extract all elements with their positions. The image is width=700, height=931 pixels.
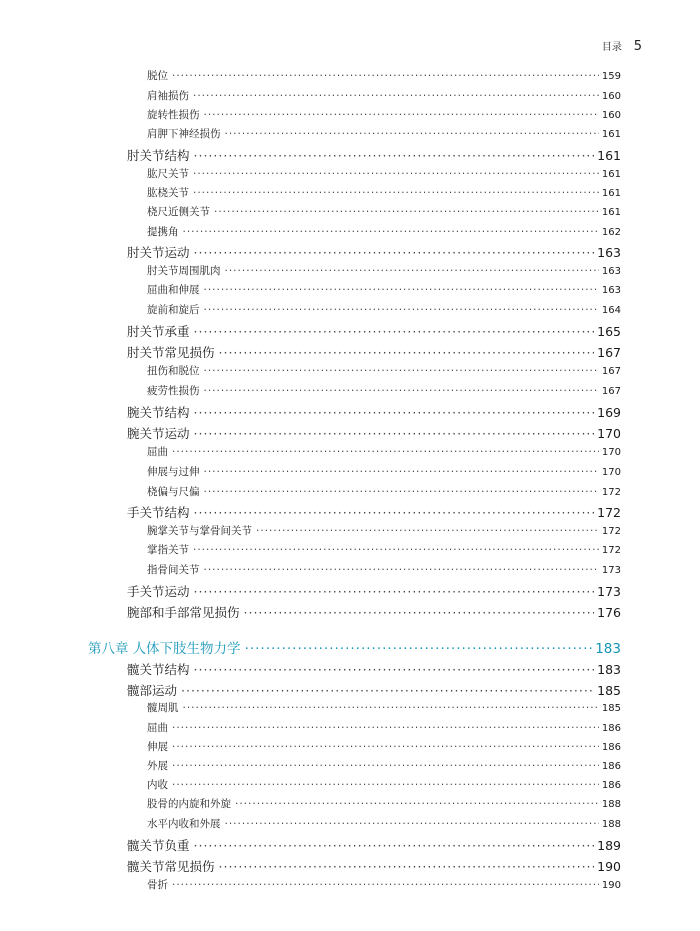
toc-entry[interactable] [147, 282, 621, 297]
dot-leader [193, 187, 599, 199]
toc-entry-page: 159 [601, 71, 621, 82]
dot-leader [225, 818, 599, 830]
dot-leader [172, 741, 599, 753]
dot-leader [172, 446, 599, 458]
dot-leader [193, 90, 599, 102]
toc-entry-page: 160 [601, 110, 621, 121]
toc-entry-title: 肱尺关节 [147, 168, 189, 180]
dot-leader [204, 466, 599, 478]
toc-entry-page: 170 [601, 447, 621, 458]
header-page-number: 5 [633, 39, 642, 54]
dot-leader [172, 760, 599, 772]
toc-entry[interactable] [127, 243, 621, 261]
toc-entry[interactable] [127, 343, 621, 361]
toc-entry-page: 167 [597, 345, 621, 360]
toc-entry[interactable] [127, 403, 621, 421]
dot-leader [183, 226, 599, 238]
running-header [602, 38, 642, 54]
toc-entry-page: 169 [597, 405, 621, 420]
toc-entry-title: 髋关节结构 [127, 662, 190, 677]
dot-leader [172, 779, 599, 791]
toc-entry-title: 扭伤和脱位 [147, 365, 200, 377]
dot-leader [172, 70, 599, 82]
toc-entry[interactable] [127, 681, 621, 699]
dot-leader [225, 128, 599, 140]
toc-entry-page: 176 [597, 605, 621, 620]
dot-leader [194, 148, 595, 163]
toc-entry[interactable] [147, 796, 621, 811]
toc-entry[interactable] [127, 503, 621, 521]
toc-entry-page: 185 [597, 683, 621, 698]
dot-leader [181, 683, 594, 698]
toc-entry-page: 188 [601, 819, 621, 830]
toc-entry-title: 桡尺近侧关节 [147, 206, 210, 218]
toc-entry-title: 旋转性损伤 [147, 109, 200, 121]
toc-entry-title: 肘关节周围肌肉 [147, 265, 221, 277]
toc-entry[interactable] [147, 107, 621, 122]
toc-entry-title: 手关节结构 [127, 505, 190, 520]
toc-entry[interactable] [147, 758, 621, 773]
toc-entry-page: 170 [601, 467, 621, 478]
toc-entry-page: 190 [597, 859, 621, 874]
toc-entry[interactable] [147, 523, 621, 538]
toc-entry-page: 190 [601, 880, 621, 891]
toc-entry[interactable] [147, 302, 621, 317]
dot-leader [219, 345, 595, 360]
dot-leader [204, 564, 599, 576]
toc-entry-title: 疲劳性损伤 [147, 385, 200, 397]
toc-entry[interactable] [147, 816, 621, 831]
dot-leader [256, 525, 599, 537]
toc-entry[interactable] [147, 720, 621, 735]
toc-entry[interactable] [147, 700, 621, 715]
dot-leader [194, 505, 595, 520]
toc-entry-title: 肱桡关节 [147, 187, 189, 199]
toc-entry[interactable] [127, 603, 621, 621]
toc-entry-page: 183 [595, 641, 621, 657]
toc-entry-page: 167 [601, 366, 621, 377]
toc-entry-title: 骨折 [147, 879, 168, 891]
toc-entry-page: 163 [597, 245, 621, 260]
toc-entry-page: 167 [601, 386, 621, 397]
toc-entry-title: 肘关节承重 [127, 324, 190, 339]
dot-leader [204, 304, 599, 316]
toc-entry-title: 腕关节结构 [127, 405, 190, 420]
toc-chapter-number: 第八章 [88, 641, 129, 657]
dot-leader [194, 662, 595, 677]
toc-entry-page: 172 [601, 526, 621, 537]
toc-entry-page: 161 [601, 207, 621, 218]
dot-leader [214, 206, 599, 218]
toc-entry-page: 186 [601, 780, 621, 791]
toc-entry-page: 172 [601, 487, 621, 498]
toc-entry-page: 185 [601, 703, 621, 714]
toc-entry[interactable] [147, 263, 621, 278]
dot-leader [172, 879, 599, 891]
toc-entry-page: 161 [601, 129, 621, 140]
toc-entry-title: 伸展与过伸 [147, 466, 200, 478]
toc-entry-title: 肘关节结构 [127, 148, 190, 163]
toc-entry-page: 161 [601, 188, 621, 199]
dot-leader [193, 168, 599, 180]
toc-entry-title: 屈曲 [147, 446, 168, 458]
toc-entry[interactable] [147, 542, 621, 557]
dot-leader [194, 426, 595, 441]
toc-chapter-entry[interactable] [88, 637, 621, 657]
dot-leader [194, 324, 595, 339]
toc-entry-title: 旋前和旋后 [147, 304, 200, 316]
toc-entry[interactable] [127, 857, 621, 875]
toc-entry[interactable] [147, 464, 621, 479]
toc-entry-page: 183 [597, 662, 621, 677]
toc-entry-title: 腕部和手部常见损伤 [127, 605, 240, 620]
toc-entry[interactable] [147, 777, 621, 792]
dot-leader [194, 838, 595, 853]
toc-entry-title: 腕掌关节与掌骨间关节 [147, 525, 252, 537]
dot-leader [204, 385, 599, 397]
toc-entry-title: 肘关节运动 [127, 245, 190, 260]
dot-leader [204, 284, 599, 296]
toc-entry-page: 188 [601, 799, 621, 810]
toc-entry[interactable] [127, 322, 621, 340]
toc-entry-title: 肩袖损伤 [147, 90, 189, 102]
dot-leader [219, 859, 595, 874]
dot-leader [225, 265, 599, 277]
toc-entry-page: 164 [601, 305, 621, 316]
toc-entry-title: 腕关节运动 [127, 426, 190, 441]
toc-entry[interactable] [127, 146, 621, 164]
toc-entry[interactable] [147, 126, 621, 141]
toc-entry-page: 161 [597, 148, 621, 163]
dot-leader [194, 405, 595, 420]
toc-entry-title: 股骨的内旋和外旋 [147, 798, 231, 810]
toc-entry-page: 186 [601, 742, 621, 753]
toc-entry-page: 163 [601, 285, 621, 296]
toc-entry[interactable] [127, 660, 621, 678]
toc-entry-title: 外展 [147, 760, 168, 772]
toc-entry[interactable] [147, 68, 621, 83]
toc-entry[interactable] [147, 383, 621, 398]
toc-entry-title: 脱位 [147, 70, 168, 82]
toc-entry[interactable] [147, 166, 621, 181]
toc-entry-title: 屈曲和伸展 [147, 284, 200, 296]
dot-leader [204, 365, 599, 377]
toc-entry-title: 髋部运动 [127, 683, 178, 698]
toc-entry-page: 172 [601, 545, 621, 556]
toc-entry-page: 161 [601, 169, 621, 180]
dot-leader [244, 605, 595, 620]
toc-entry-title: 髋关节常见损伤 [127, 859, 215, 874]
toc-entry[interactable] [147, 363, 621, 378]
toc-entry[interactable] [147, 204, 621, 219]
dot-leader [194, 245, 595, 260]
toc-entry[interactable] [147, 224, 621, 239]
toc-entry-page: 173 [597, 584, 621, 599]
toc-entry-page: 186 [601, 761, 621, 772]
toc-entry-title: 伸展 [147, 741, 168, 753]
toc-entry[interactable] [147, 739, 621, 754]
toc-entry-page: 172 [597, 505, 621, 520]
toc-entry-title: 肩胛下神经损伤 [147, 128, 221, 140]
dot-leader [183, 702, 599, 714]
toc-entry-title: 髋关节负重 [127, 838, 190, 853]
toc-entry-title: 内收 [147, 779, 168, 791]
toc-entry-page: 162 [601, 227, 621, 238]
toc-entry-title: 水平内收和外展 [147, 818, 221, 830]
toc-entry[interactable] [147, 185, 621, 200]
dot-leader [235, 798, 599, 810]
toc-entry[interactable] [127, 582, 621, 600]
dot-leader [245, 641, 593, 657]
toc-entry-page: 170 [597, 426, 621, 441]
toc-entry[interactable] [147, 562, 621, 577]
toc-entry[interactable] [147, 88, 621, 103]
toc-entry-title: 屈曲 [147, 722, 168, 734]
dot-leader [193, 544, 599, 556]
toc-entry-title: 指骨间关节 [147, 564, 200, 576]
toc-entry-title: 提携角 [147, 226, 179, 238]
toc-entry[interactable] [147, 444, 621, 459]
toc-entry[interactable] [147, 877, 621, 892]
dot-leader [172, 722, 599, 734]
toc-entry-title: 掌指关节 [147, 544, 189, 556]
toc-entry-title: 髋周肌 [147, 702, 179, 714]
dot-leader [194, 584, 595, 599]
header-section-title: 目录 [601, 42, 622, 53]
toc-entry-title: 手关节运动 [127, 584, 190, 599]
toc-entry[interactable] [127, 836, 621, 854]
toc-entry-page: 186 [601, 723, 621, 734]
toc-entry-page: 165 [597, 324, 621, 339]
toc-entry-title: 肘关节常见损伤 [127, 345, 215, 360]
toc-entry[interactable] [127, 424, 621, 442]
dot-leader [204, 486, 599, 498]
toc-entry-title: 桡偏与尺偏 [147, 486, 200, 498]
toc-entry-title: 人体下肢生物力学 [132, 641, 241, 657]
dot-leader [204, 109, 599, 121]
toc-entry[interactable] [147, 484, 621, 499]
toc-entry-page: 163 [601, 266, 621, 277]
toc-entry-page: 189 [597, 838, 621, 853]
toc-entry-page: 160 [601, 91, 621, 102]
toc-entry-page: 173 [601, 565, 621, 576]
